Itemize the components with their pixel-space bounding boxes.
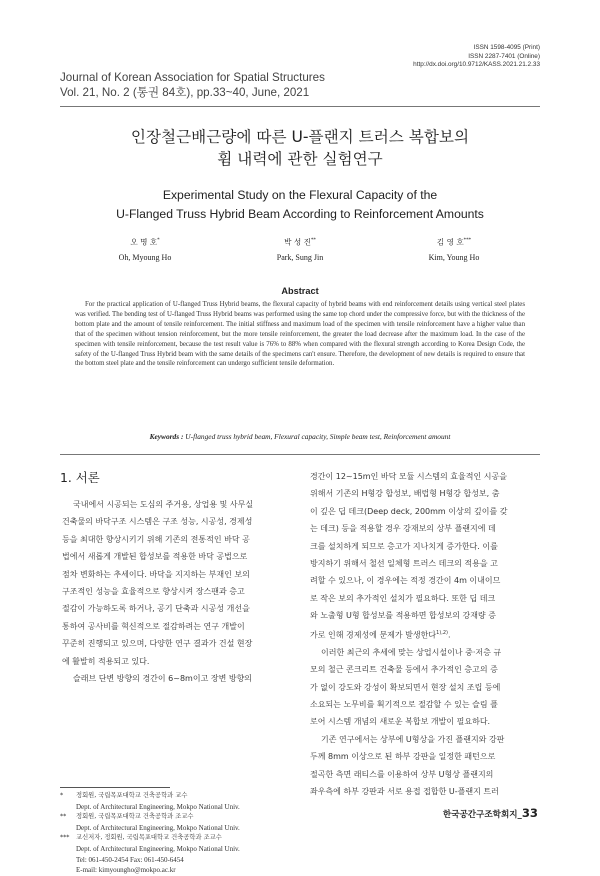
issn-print: ISSN 1598-4095 (Print)	[473, 44, 540, 51]
footnote-mark: *	[60, 792, 64, 799]
section-heading: 1. 서론	[60, 470, 100, 485]
footnote-mark: **	[60, 813, 67, 821]
author-2-korean: 박 성 진	[284, 237, 311, 247]
footnotes	[60, 791, 240, 876]
body-line: 점차 변화하는 추세이다. 바닥을 지지하는 부재인 보의	[62, 569, 250, 579]
author-1	[95, 233, 195, 265]
journal-header	[60, 70, 325, 100]
author-1-mark: *	[157, 237, 160, 243]
body-line: 는 데크) 등을 적용할 경우 강재보의 상부 플랜지에 데	[310, 524, 496, 534]
volume-line: Vol. 21, No. 2 (통권 84호), pp.33~40, June, 2021	[60, 86, 310, 99]
page-number: 33	[521, 806, 538, 820]
issn-online: ISSN 2287-7401 (Online)	[468, 52, 540, 60]
english-title-line2: U-Flanged Truss Hybrid Beam According to Reinforcement Amounts	[116, 207, 484, 221]
header-divider	[60, 106, 540, 107]
author-1-korean: 오 명 호	[130, 237, 158, 247]
body-line: 구조적인 성능을 효율적으로 향상시켜 장스팬과 층고	[62, 587, 245, 597]
body-line: 꾸준히 진행되고 있으며, 다양한 연구 결과가 건설 현장	[62, 639, 253, 649]
footnote-3	[60, 833, 240, 875]
doi-link[interactable]: http://dx.doi.org/10.9712/KASS.2021.21.2.33	[413, 61, 540, 69]
body-line: 위해서 기존의 H형강 합성보, 배럽형 H형강 합성보, 춤	[310, 489, 500, 499]
body-line: 법에서 새롭게 개발된 합성보를 적용한 바닥 공법으로	[62, 552, 248, 562]
body-line: 통하여 공사비를 혁신적으로 절감하려는 연구 개발이	[62, 621, 245, 631]
korean-title-line2: 휨 내력에 관한 실험연구	[217, 150, 383, 168]
abstract-heading: Abstract	[281, 286, 319, 296]
body-line: 이 깊은 딥 데크(Deep deck, 200mm 이상의 깊이를 갖	[310, 506, 508, 516]
footnote-affiliation-en: Dept. of Architectural Engineering, Mokpo National Univ.	[76, 823, 240, 832]
body-line: 소요되는 노무비를 획기적으로 절감할 수 있는 슬림 플	[310, 699, 498, 709]
author-3-mark: ***	[463, 237, 472, 243]
body-line-text: 가로 인해 경제성에 문제가 발생한다	[310, 630, 437, 640]
body-line: 국내에서 시공되는 도심의 주거용, 상업용 및 사무실	[73, 500, 254, 509]
footnote-affiliation-ko: 교신저자, 정회원, 국립목포대학교 건축공학과 조교수	[76, 834, 222, 842]
korean-title-line1: 인장철근배근량에 따른 U-플랜지 트러스 복합보의	[130, 128, 470, 146]
author-2	[250, 233, 350, 265]
body-line: 려할 수 있으나, 이 경우에는 적정 경간이 4m 이내이므	[310, 576, 501, 586]
author-2-mark: **	[310, 237, 316, 243]
keywords-divider	[60, 454, 540, 455]
citation: 1),2)	[436, 629, 448, 636]
footnote-affiliation-ko: 정회원, 국립목포대학교 건축공학과 조교수	[76, 813, 194, 821]
footer-journal: 한국공간구조학회지_	[442, 810, 522, 820]
footnote-affiliation-en: Dept. of Architectural Engineering, Mokpo National Univ.	[76, 844, 240, 853]
keywords-text: U-flanged truss hybrid beam, Flexural capacity, Simple beam test, Reinforcement amount	[185, 432, 451, 441]
body-line: 경간이 12~15m인 바닥 모듈 시스템의 효율적인 시공을	[310, 472, 507, 481]
keywords	[60, 432, 540, 441]
contact-tel-fax: Tel: 061-450-2454 Fax: 061-450-6454	[76, 855, 184, 864]
author-3-english: Kim, Young Ho	[428, 252, 480, 262]
body-line: 로 작은 보의 추가적인 설치가 필요하다. 또한 딥 데크	[310, 593, 496, 603]
abstract-body: For the practical application of U-flanged Truss Hybrid beams, the flexural capacity of hybrid beams with end reinforcement details using vertical steel plates was verified. The bending test of U-flanged Truss Hybrid beams was performed using the same top chord under the compressive force, but with the thickness of the bottom plate and the amount of tensile reinforcement. The initial stiffness and maximum load of the specimen with tensile reinforcement have a higher value than that of the specimen without tension reinforcement, but the more tensile reinforcement, the greater the load decrease after the maximum load. In the case of the specimen with tensile reinforcement, because the test result value is 76% to 88% when compared with the flexural strength according to Korea Design Code, the safety of the U-flanged Truss Hybrid beam with the same details of the specimens can't ensure. Therefore, the development of new details is required to ensure that the bottom steel plate and the tensile reinforcement can undergo sufficient tensile deformation.	[75, 301, 525, 368]
journal-name: Journal of Korean Association for Spatial Structures	[60, 71, 325, 84]
issn-block	[413, 44, 540, 70]
body-line: 두께 8mm 이상으로 된 하부 강판을 일정한 패턴으로	[310, 752, 496, 762]
body-line: 로어 시스템 개념의 새로운 복합보 개발이 필요하다.	[310, 717, 491, 727]
body-line: 건축물의 바닥구조 시스템은 구조 성능, 시공성, 경제성	[62, 517, 253, 527]
body-line: 크를 설치하게 되므로 층고가 지나치게 증가한다. 이를	[310, 541, 498, 551]
footnote-affiliation-ko: 정회원, 국립목포대학교 건축공학과 교수	[76, 792, 188, 799]
right-column	[310, 468, 540, 800]
page-footer	[443, 806, 538, 820]
body-line: 절곡한 측면 래티스를 이용하여 상부 U형상 플랜지의	[310, 769, 494, 779]
body-line: 방지하기 위해서 철선 일체형 트러스 데크의 적용을 고	[310, 559, 498, 569]
footnote-divider	[60, 787, 170, 788]
contact-email[interactable]: E-mail: kimyoungho@mokpo.ac.kr	[76, 866, 176, 875]
footnote-mark: ***	[60, 834, 70, 842]
keywords-label: Keywords :	[149, 432, 184, 441]
body-line: 모의 철근 콘크리트 건축물 등에서 추가적인 층고의 증	[310, 665, 498, 675]
body-line: 가로 인해 경제성에 문제가 발생한다$^{1),2)}$.	[310, 629, 451, 640]
footnote-affiliation-en: Dept. of Architectural Engineering, Mokpo National Univ.	[76, 802, 240, 811]
body-line: 에 활발히 적용되고 있다.	[62, 656, 150, 666]
author-3-korean: 김 영 호	[436, 237, 464, 247]
left-column	[62, 496, 292, 687]
body-line: 등을 최대한 향상시키기 위해 기존의 전통적인 바닥 공	[62, 534, 250, 544]
body-line: 기존 연구에서는 상부에 U형상을 가진 플랜지와 강판	[321, 734, 505, 744]
english-title	[0, 186, 600, 224]
body-line: 가 없이 강도와 강성이 확보되면서 현장 설치 조립 등에	[310, 682, 501, 692]
body-line: 슬래브 단변 방향의 경간이 6~8m이고 장변 방향의	[73, 674, 253, 684]
author-2-english: Park, Sung Jin	[276, 252, 324, 262]
body-line: 와 노출형 U형 합성보를 적용하면 합성보의 강재량 증	[310, 611, 496, 621]
korean-title	[0, 126, 600, 170]
body-line: 이러한 최근의 추세에 맞는 상업시설이나 중·저층 규	[321, 647, 502, 657]
footnote-1	[60, 791, 240, 812]
author-3	[404, 233, 504, 265]
english-title-line1: Experimental Study on the Flexural Capacity of the	[162, 188, 438, 202]
body-line: 절감이 가능하도록 하거나, 공기 단축과 시공성 개선을	[62, 604, 250, 614]
body-line: 좌우측에 하부 강판과 서로 용접 접합한 U-플랜지 트러	[310, 786, 499, 796]
author-1-english: Oh, Myoung Ho	[118, 252, 172, 262]
footnote-2	[60, 812, 240, 833]
abstract-text	[75, 300, 525, 369]
